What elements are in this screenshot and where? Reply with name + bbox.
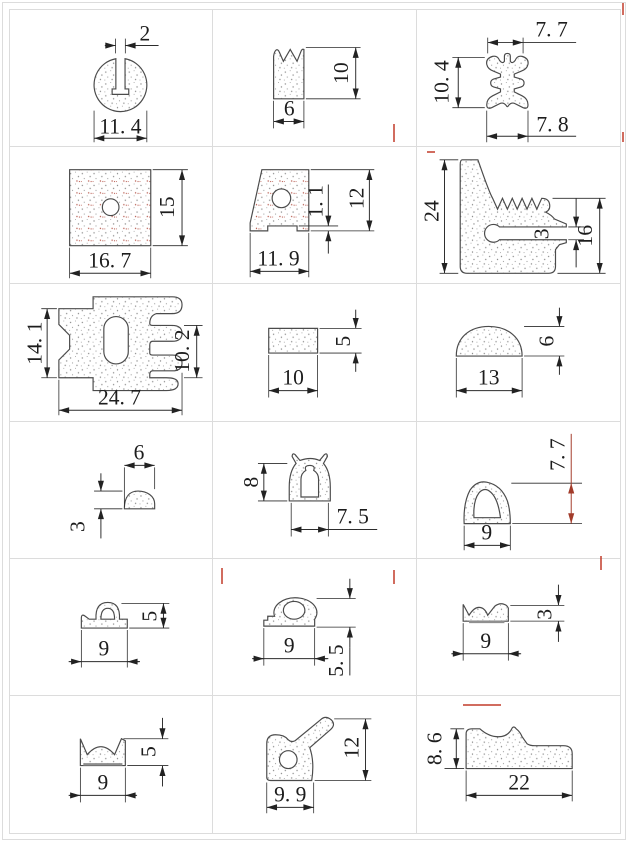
drawing-cell-11 [213, 422, 416, 559]
dim-label: 3 [529, 228, 554, 240]
red-artifact-mark [622, 132, 624, 142]
profile-drawing-16 [10, 696, 212, 833]
dim-label: 8 [239, 476, 264, 488]
dim-label: 13 [477, 365, 500, 390]
dim-label: 6 [133, 439, 145, 465]
profile-drawing-14 [213, 559, 415, 695]
dim-label: 14. 1 [22, 321, 47, 366]
dim-label: 6 [534, 336, 559, 347]
drawing-cell-14 [213, 559, 416, 696]
drawing-cell-15 [417, 559, 620, 696]
dim-label: 15 [155, 196, 180, 219]
dimension-lines [451, 584, 564, 660]
dim-label: 5 [137, 610, 162, 622]
drawing-cell-18 [417, 696, 620, 833]
profile-hole [280, 750, 298, 768]
dim-label: 7. 8 [536, 112, 569, 137]
profile-drawing-15 [417, 559, 620, 695]
dim-label: 11. 9 [257, 246, 300, 271]
profile-drawing-6 [417, 147, 620, 283]
profile-drawing-10 [10, 422, 212, 558]
dim-label: 5. 5 [324, 644, 349, 677]
dim-label: 9 [480, 519, 492, 544]
dim-label: 12 [340, 736, 364, 759]
profile-drawing-9 [417, 284, 620, 420]
drawing-cell-17 [213, 696, 416, 833]
dim-label: 24 [419, 200, 444, 223]
drawing-cell-10 [10, 422, 213, 559]
dim-label: 16. 7 [88, 248, 132, 273]
dim-label: 3 [532, 608, 557, 620]
drawing-cell-9 [417, 284, 620, 421]
dim-label: 9 [98, 636, 110, 661]
dim-label: 7. 7 [545, 437, 569, 471]
red-artifact-mark [600, 556, 602, 570]
profile-hole [102, 199, 119, 216]
profile-shape [124, 491, 154, 509]
profile-shape [486, 53, 528, 108]
dim-label: 2 [139, 21, 151, 46]
dim-label: 9 [480, 628, 491, 653]
dim-label: 9 [97, 770, 109, 795]
profile-drawing-2 [213, 10, 415, 146]
drawing-cell-16 [10, 696, 213, 833]
drawing-cell-4 [10, 147, 213, 284]
dim-label: 22 [508, 770, 530, 795]
dim-label: 12 [344, 187, 369, 210]
profile-shape [466, 727, 572, 769]
profile-grid [9, 9, 621, 834]
dim-label: 7. 7 [535, 17, 568, 42]
dim-label: 10 [282, 365, 305, 391]
profile-drawing-12 [417, 422, 620, 558]
profile-shape [269, 329, 318, 354]
profile-drawing-17 [213, 696, 415, 833]
dim-label: 10 [329, 62, 354, 84]
drawing-cell-5 [213, 147, 416, 284]
drawing-cell-3 [417, 10, 620, 147]
profile-drawing-7 [10, 284, 212, 420]
dim-label: 24. 7 [97, 385, 141, 410]
dim-label: 8. 6 [422, 732, 447, 765]
profile-drawing-8 [213, 284, 415, 420]
profile-base-line [83, 763, 122, 765]
dim-label: 6 [284, 96, 295, 121]
dim-label: 9 [284, 633, 295, 658]
drawing-cell-13 [10, 559, 213, 696]
profile-shape [463, 603, 508, 620]
red-artifact-mark [221, 568, 223, 584]
drawing-cell-2 [213, 10, 416, 147]
dim-label: 10. 2 [169, 329, 194, 374]
profile-shape [274, 49, 304, 99]
drawing-cell-12 [417, 422, 620, 559]
drawing-cell-7 [10, 284, 213, 421]
red-artifact-mark [427, 151, 435, 153]
dim-label: 16 [572, 225, 597, 247]
dim-label: 10. 4 [429, 60, 454, 104]
profile-drawing-3 [417, 10, 620, 146]
red-artifact-mark [393, 124, 395, 142]
profile-shape [464, 481, 510, 523]
red-artifact-mark [463, 704, 501, 706]
profile-shape [456, 327, 522, 357]
profile-hole [272, 189, 291, 208]
dim-label: 3 [65, 520, 90, 532]
dim-label: 11. 4 [99, 114, 142, 139]
profile-shape [94, 59, 147, 112]
profile-drawing-1 [10, 10, 212, 146]
profile-drawing-18 [417, 696, 620, 833]
profile-shape [290, 453, 331, 500]
drawing-cell-6 [417, 147, 620, 284]
dim-label: 5 [331, 336, 356, 347]
red-artifact-mark [622, 3, 624, 15]
profile-hole [284, 601, 306, 619]
profile-drawing-5 [213, 147, 415, 283]
dim-label: 9. 9 [274, 782, 307, 807]
profile-hole [104, 317, 128, 364]
profile-shape [267, 717, 334, 780]
profile-drawing-4 [10, 147, 212, 283]
profile-shape [80, 739, 125, 766]
dim-label: 7. 5 [336, 504, 370, 529]
profile-base-line [469, 620, 504, 622]
drawing-cell-8 [213, 284, 416, 421]
profile-shape [81, 602, 127, 628]
dim-label: 1. 1 [303, 185, 328, 218]
dim-label: 5 [136, 746, 161, 757]
profile-drawing-11 [213, 422, 415, 558]
profile-shape [460, 160, 566, 273]
profile-drawing-13 [10, 559, 212, 695]
drawing-cell-1 [10, 10, 213, 147]
red-artifact-mark [393, 570, 395, 584]
